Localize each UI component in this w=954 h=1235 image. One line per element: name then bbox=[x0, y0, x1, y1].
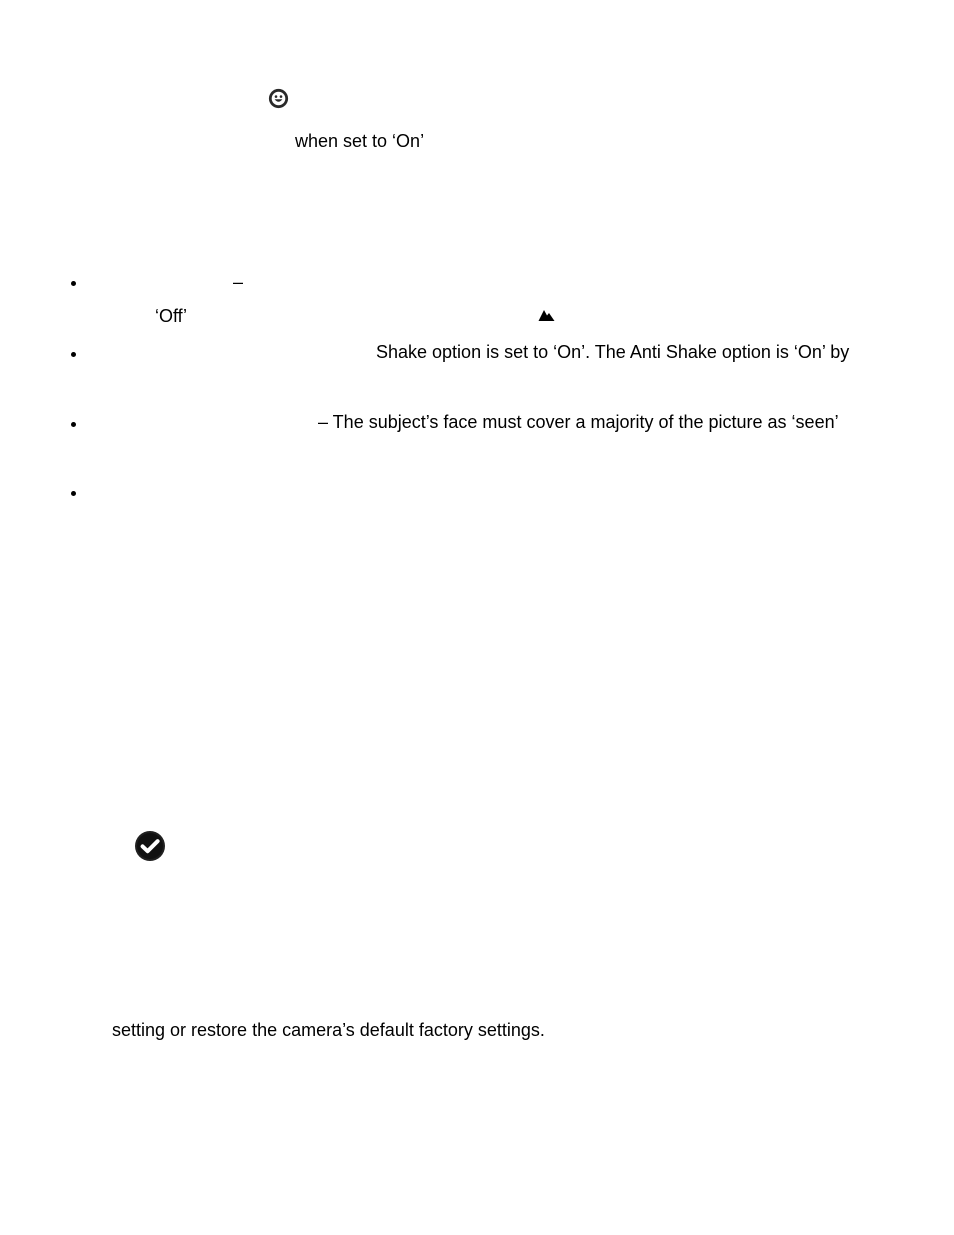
restore-settings-text: setting or restore the camera’s default factory settings. bbox=[112, 1020, 545, 1040]
bullet-marker-2 bbox=[71, 352, 76, 357]
bullet-marker-4 bbox=[71, 491, 76, 496]
bullet-1-dash: – bbox=[233, 272, 244, 292]
landscape-mountain-icon bbox=[538, 308, 555, 322]
smile-face-icon bbox=[268, 88, 289, 109]
bullet-marker-1 bbox=[71, 281, 76, 286]
bullet-3-text: – The subject’s face must cover a majority of the picture as ‘seen’ bbox=[318, 412, 839, 432]
smile-on-text: when set to ‘On’ bbox=[295, 131, 425, 151]
check-circle-icon bbox=[134, 830, 166, 862]
bullet-2-text: Shake option is set to ‘On’. The Anti Shake option is ‘On’ by bbox=[376, 342, 850, 362]
bullet-marker-3 bbox=[71, 422, 76, 427]
bullet-1-continuation: ‘Off’ bbox=[155, 306, 188, 326]
